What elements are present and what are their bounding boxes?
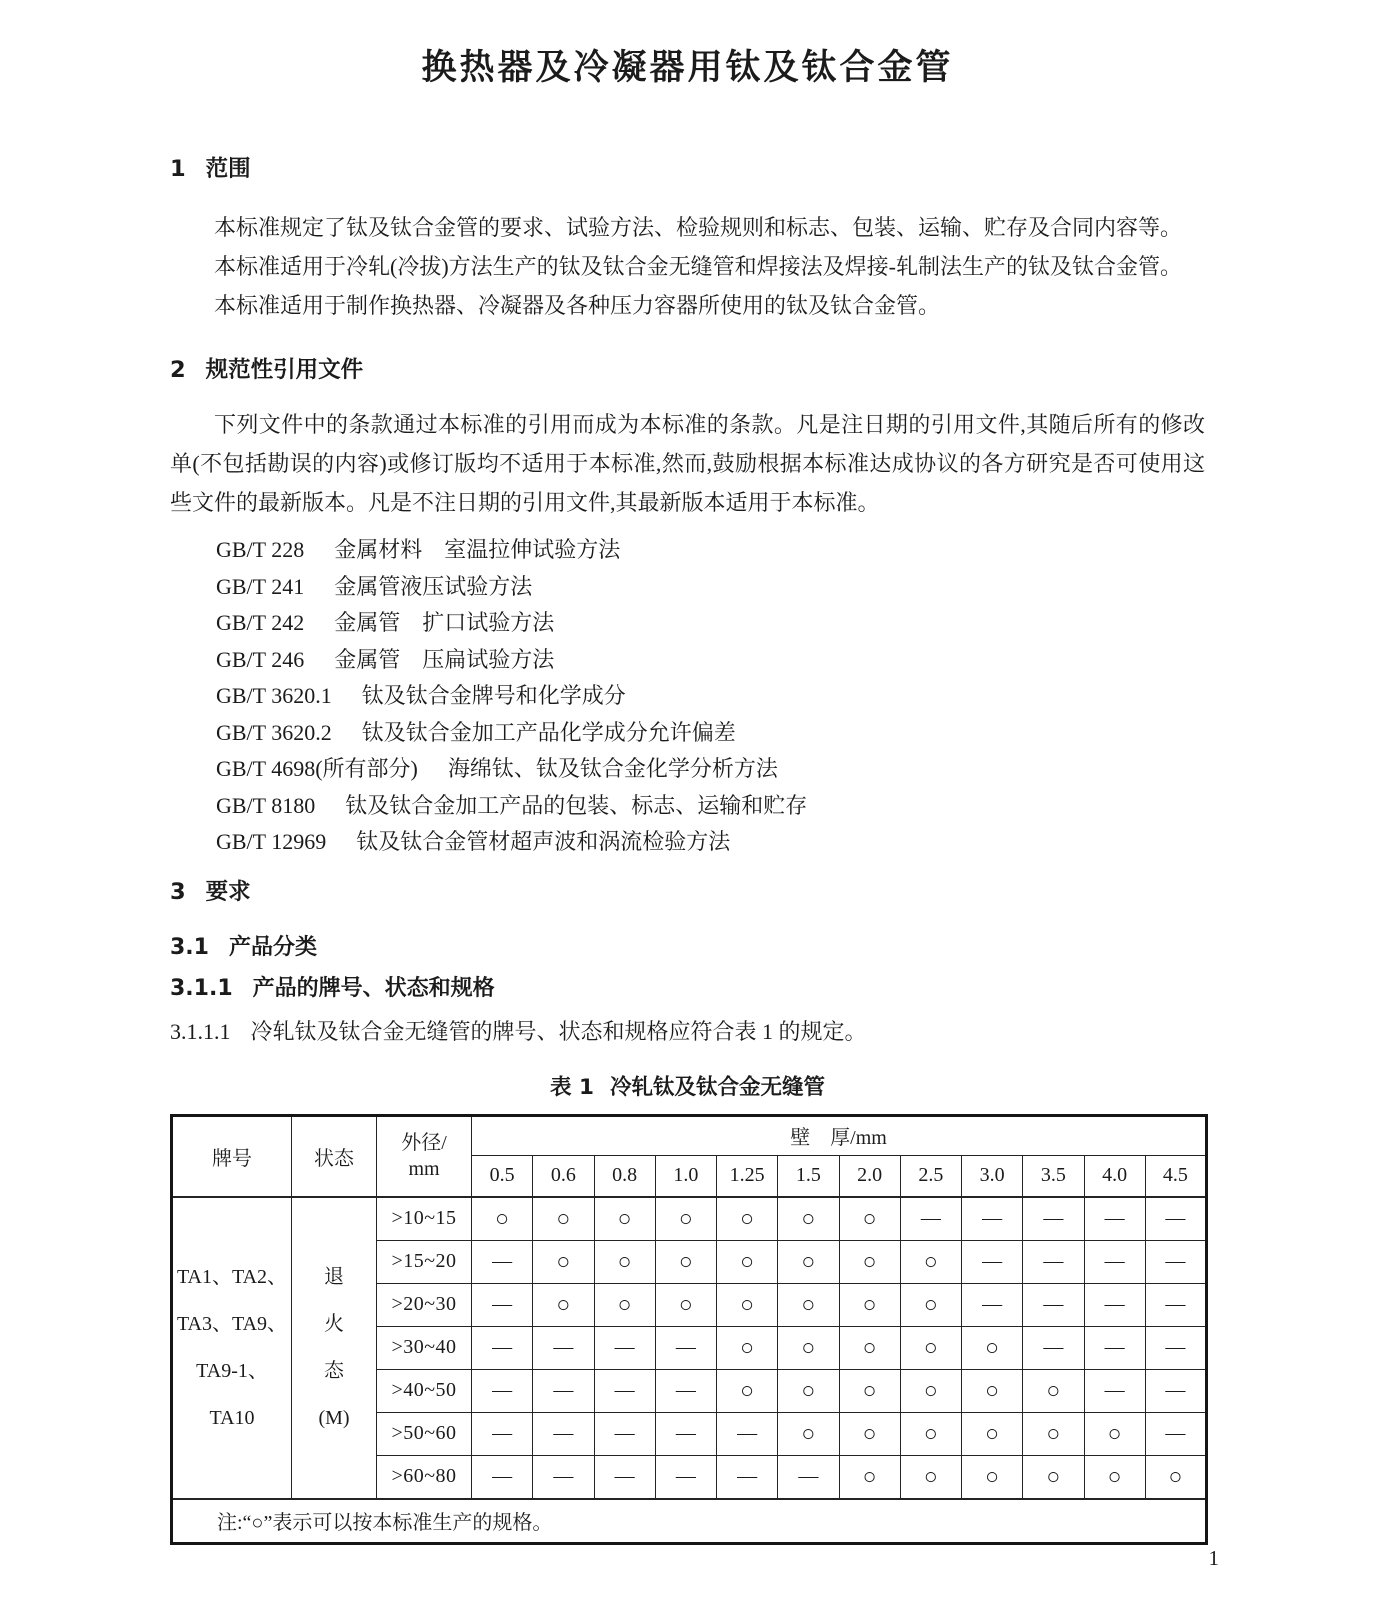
not-available-mark: — [1145, 1326, 1206, 1369]
thickness-value-header: 4.5 [1145, 1155, 1206, 1197]
thickness-value-header: 0.5 [472, 1155, 533, 1197]
available-mark: ○ [839, 1197, 900, 1241]
available-mark: ○ [1023, 1455, 1084, 1499]
scope-paragraph-2: 本标准适用于冷轧(冷拔)方法生产的钛及钛合金无缝管和焊接法及焊接-轧制法生产的钛及钛合金管。 [214, 254, 1182, 279]
not-available-mark: — [655, 1455, 716, 1499]
available-mark: ○ [962, 1455, 1023, 1499]
not-available-mark: — [472, 1240, 533, 1283]
reference-item [216, 824, 1205, 861]
table1 [170, 1114, 1208, 1545]
not-available-mark: — [1023, 1240, 1084, 1283]
state-line: (M) [318, 1406, 350, 1429]
not-available-mark: — [1084, 1326, 1145, 1369]
available-mark: ○ [717, 1197, 778, 1241]
available-mark: ○ [655, 1197, 716, 1241]
available-mark: ○ [778, 1369, 839, 1412]
not-available-mark: — [472, 1283, 533, 1326]
state-cell [292, 1197, 377, 1499]
reference-item [216, 569, 1205, 606]
available-mark: ○ [717, 1326, 778, 1369]
not-available-mark: — [655, 1326, 716, 1369]
reference-code: GB/T 3620.1 [216, 683, 332, 708]
section-3-1-1-title: 产品的牌号、状态和规格 [252, 975, 495, 1001]
state-line: 火 [324, 1312, 344, 1335]
available-mark: ○ [778, 1240, 839, 1283]
state-line: 退 [324, 1265, 344, 1288]
reference-title: 金属材料 室温拉伸试验方法 [334, 537, 621, 562]
thickness-value-header: 1.25 [717, 1155, 778, 1197]
section-2-title: 规范性引用文件 [205, 357, 364, 383]
reference-title: 金属管液压试验方法 [334, 573, 533, 599]
reference-code: GB/T 12969 [216, 829, 327, 854]
grade-cell [172, 1197, 292, 1499]
table1-caption [170, 1070, 1205, 1101]
not-available-mark: — [655, 1369, 716, 1412]
not-available-mark: — [1023, 1326, 1084, 1369]
table-row [172, 1197, 1207, 1241]
clause-3-1-1-1-number: 3.1.1.1 [170, 1018, 231, 1044]
document-title: 换热器及冷凝器用钛及钛合金管 [421, 48, 954, 88]
section-1-heading [170, 154, 1205, 184]
section-3-heading [170, 877, 1205, 907]
available-mark: ○ [778, 1197, 839, 1241]
available-mark: ○ [717, 1283, 778, 1326]
available-mark: ○ [900, 1326, 961, 1369]
available-mark: ○ [472, 1197, 533, 1241]
available-mark: ○ [1023, 1412, 1084, 1455]
clause-3-1-1-1-text: 冷轧钛及钛合金无缝管的牌号、状态和规格应符合表 1 的规定。 [250, 1018, 867, 1044]
section-3-number: 3 [170, 878, 186, 905]
outer-diameter-header-line2: mm [408, 1158, 440, 1180]
not-available-mark: — [533, 1412, 594, 1455]
table1-note: 注:“○”表示可以按本标准生产的规格。 [172, 1499, 1207, 1544]
available-mark: ○ [717, 1369, 778, 1412]
outer-diameter-cell: >30~40 [377, 1326, 472, 1369]
not-available-mark: — [900, 1197, 961, 1241]
reference-item [216, 751, 1205, 788]
available-mark: ○ [839, 1369, 900, 1412]
not-available-mark: — [472, 1326, 533, 1369]
state-line: 态 [324, 1359, 344, 1382]
reference-code: GB/T 246 [216, 646, 305, 672]
reference-title: 钛及钛合金管材超声波和涡流检验方法 [356, 829, 731, 854]
section-3-title: 要求 [205, 878, 251, 905]
reference-code: GB/T 8180 [216, 792, 316, 818]
available-mark: ○ [900, 1412, 961, 1455]
reference-title: 金属管 扩口试验方法 [334, 610, 555, 635]
reference-code: GB/T 242 [216, 610, 305, 635]
outer-diameter-header-line1: 外径/ [401, 1132, 447, 1154]
not-available-mark: — [594, 1412, 655, 1455]
not-available-mark: — [717, 1412, 778, 1455]
not-available-mark: — [717, 1455, 778, 1499]
reference-code: GB/T 3620.2 [216, 719, 332, 745]
grade-column-header: 牌号 [172, 1115, 292, 1197]
thickness-value-header: 2.5 [900, 1155, 961, 1197]
not-available-mark: — [962, 1197, 1023, 1241]
available-mark: ○ [900, 1369, 961, 1412]
outer-diameter-cell: >15~20 [377, 1240, 472, 1283]
available-mark: ○ [839, 1412, 900, 1455]
not-available-mark: — [655, 1412, 716, 1455]
reference-title: 钛及钛合金加工产品的包装、标志、运输和贮存 [345, 792, 808, 818]
table1-caption-text: 冷轧钛及钛合金无缝管 [609, 1074, 825, 1100]
available-mark: ○ [962, 1326, 1023, 1369]
thickness-value-header: 3.5 [1023, 1155, 1084, 1197]
not-available-mark: — [778, 1455, 839, 1499]
table1-body [172, 1197, 1207, 1499]
not-available-mark: — [1084, 1240, 1145, 1283]
not-available-mark: — [472, 1412, 533, 1455]
not-available-mark: — [1145, 1412, 1206, 1455]
not-available-mark: — [1084, 1369, 1145, 1412]
available-mark: ○ [533, 1240, 594, 1283]
not-available-mark: — [1145, 1283, 1206, 1326]
available-mark: ○ [1084, 1412, 1145, 1455]
available-mark: ○ [1023, 1369, 1084, 1412]
reference-item [216, 532, 1205, 569]
available-mark: ○ [900, 1283, 961, 1326]
scope-paragraph-3: 本标准适用于制作换热器、冷凝器及各种压力容器所使用的钛及钛合金管。 [214, 293, 941, 318]
not-available-mark: — [594, 1455, 655, 1499]
not-available-mark: — [1145, 1369, 1206, 1412]
not-available-mark: — [1145, 1240, 1206, 1283]
thickness-value-header: 2.0 [839, 1155, 900, 1197]
reference-code: GB/T 241 [216, 573, 305, 599]
grade-line: TA10 [209, 1406, 255, 1429]
grade-line: TA3、TA9、 [176, 1312, 288, 1335]
page-number: 1 [1208, 1546, 1219, 1570]
available-mark: ○ [1084, 1455, 1145, 1499]
thickness-value-header: 0.6 [533, 1155, 594, 1197]
available-mark: ○ [839, 1240, 900, 1283]
references-intro-paragraph: 下列文件中的条款通过本标准的引用而成为本标准的条款。凡是注日期的引用文件,其随后所有的修改单(不包括勘误的内容)或修订版均不适用于本标准,然而,鼓励根据本标准达成协议的各方研究是否可使用这些文件的最新版本。凡是不注日期的引用文件,其最新版本适用于本标准。 [170, 412, 1205, 515]
thickness-value-header: 1.0 [655, 1155, 716, 1197]
available-mark: ○ [778, 1412, 839, 1455]
available-mark: ○ [533, 1283, 594, 1326]
available-mark: ○ [900, 1455, 961, 1499]
not-available-mark: — [1084, 1197, 1145, 1241]
table1-header-row-1 [172, 1115, 1207, 1155]
reference-code: GB/T 4698(所有部分) [216, 756, 418, 781]
thickness-value-header: 1.5 [778, 1155, 839, 1197]
reference-item [216, 715, 1205, 752]
outer-diameter-cell: >50~60 [377, 1412, 472, 1455]
reference-item [216, 605, 1205, 642]
available-mark: ○ [594, 1283, 655, 1326]
not-available-mark: — [962, 1283, 1023, 1326]
grade-line: TA1、TA2、 [176, 1265, 288, 1288]
section-3-1-1-heading [170, 974, 1205, 1004]
available-mark: ○ [962, 1412, 1023, 1455]
section-3-1-1-number: 3.1.1 [170, 975, 233, 1001]
available-mark: ○ [900, 1240, 961, 1283]
scope-paragraph-1: 本标准规定了钛及钛合金管的要求、试验方法、检验规则和标志、包装、运输、贮存及合同内容等。 [214, 215, 1183, 240]
clause-3-1-1-1 [170, 1016, 1205, 1048]
outer-diameter-cell: >10~15 [377, 1197, 472, 1241]
not-available-mark: — [594, 1369, 655, 1412]
table1-caption-label: 表 1 [550, 1074, 594, 1100]
section-1-number: 1 [170, 156, 186, 182]
available-mark: ○ [962, 1369, 1023, 1412]
state-column-header: 状态 [292, 1115, 377, 1197]
available-mark: ○ [594, 1240, 655, 1283]
outer-diameter-cell: >40~50 [377, 1369, 472, 1412]
available-mark: ○ [594, 1197, 655, 1241]
table1-note-row [172, 1499, 1207, 1544]
available-mark: ○ [533, 1197, 594, 1241]
not-available-mark: — [1023, 1283, 1084, 1326]
not-available-mark: — [1084, 1283, 1145, 1326]
available-mark: ○ [1145, 1455, 1206, 1499]
section-3-1-heading [170, 933, 1205, 963]
references-list [216, 532, 1205, 861]
wall-thickness-group-header: 壁 厚/mm [472, 1115, 1207, 1155]
not-available-mark: — [533, 1455, 594, 1499]
available-mark: ○ [778, 1326, 839, 1369]
section-2-number: 2 [170, 357, 186, 383]
available-mark: ○ [778, 1283, 839, 1326]
thickness-value-header: 4.0 [1084, 1155, 1145, 1197]
section-1-title: 范围 [205, 156, 251, 182]
available-mark: ○ [655, 1240, 716, 1283]
outer-diameter-cell: >60~80 [377, 1455, 472, 1499]
available-mark: ○ [839, 1455, 900, 1499]
reference-item [216, 642, 1205, 679]
reference-item [216, 678, 1205, 715]
not-available-mark: — [533, 1326, 594, 1369]
outer-diameter-column-header [377, 1115, 472, 1197]
section-3-1-title: 产品分类 [228, 934, 317, 960]
reference-item [216, 788, 1205, 825]
available-mark: ○ [717, 1240, 778, 1283]
reference-title: 钛及钛合金牌号和化学成分 [361, 683, 626, 708]
section-2-heading [170, 355, 1205, 385]
available-mark: ○ [839, 1326, 900, 1369]
outer-diameter-cell: >20~30 [377, 1283, 472, 1326]
not-available-mark: — [962, 1240, 1023, 1283]
thickness-value-header: 0.8 [594, 1155, 655, 1197]
available-mark: ○ [839, 1283, 900, 1326]
not-available-mark: — [533, 1369, 594, 1412]
reference-code: GB/T 228 [216, 537, 305, 562]
reference-title: 海绵钛、钛及钛合金化学分析方法 [447, 756, 778, 781]
not-available-mark: — [1145, 1197, 1206, 1241]
reference-title: 金属管 压扁试验方法 [334, 646, 555, 672]
section-3-1-number: 3.1 [170, 934, 209, 960]
thickness-value-header: 3.0 [962, 1155, 1023, 1197]
not-available-mark: — [594, 1326, 655, 1369]
grade-line: TA9-1、 [196, 1359, 268, 1382]
reference-title: 钛及钛合金加工产品化学成分允许偏差 [361, 719, 736, 745]
available-mark: ○ [655, 1283, 716, 1326]
not-available-mark: — [1023, 1197, 1084, 1241]
not-available-mark: — [472, 1369, 533, 1412]
not-available-mark: — [472, 1455, 533, 1499]
